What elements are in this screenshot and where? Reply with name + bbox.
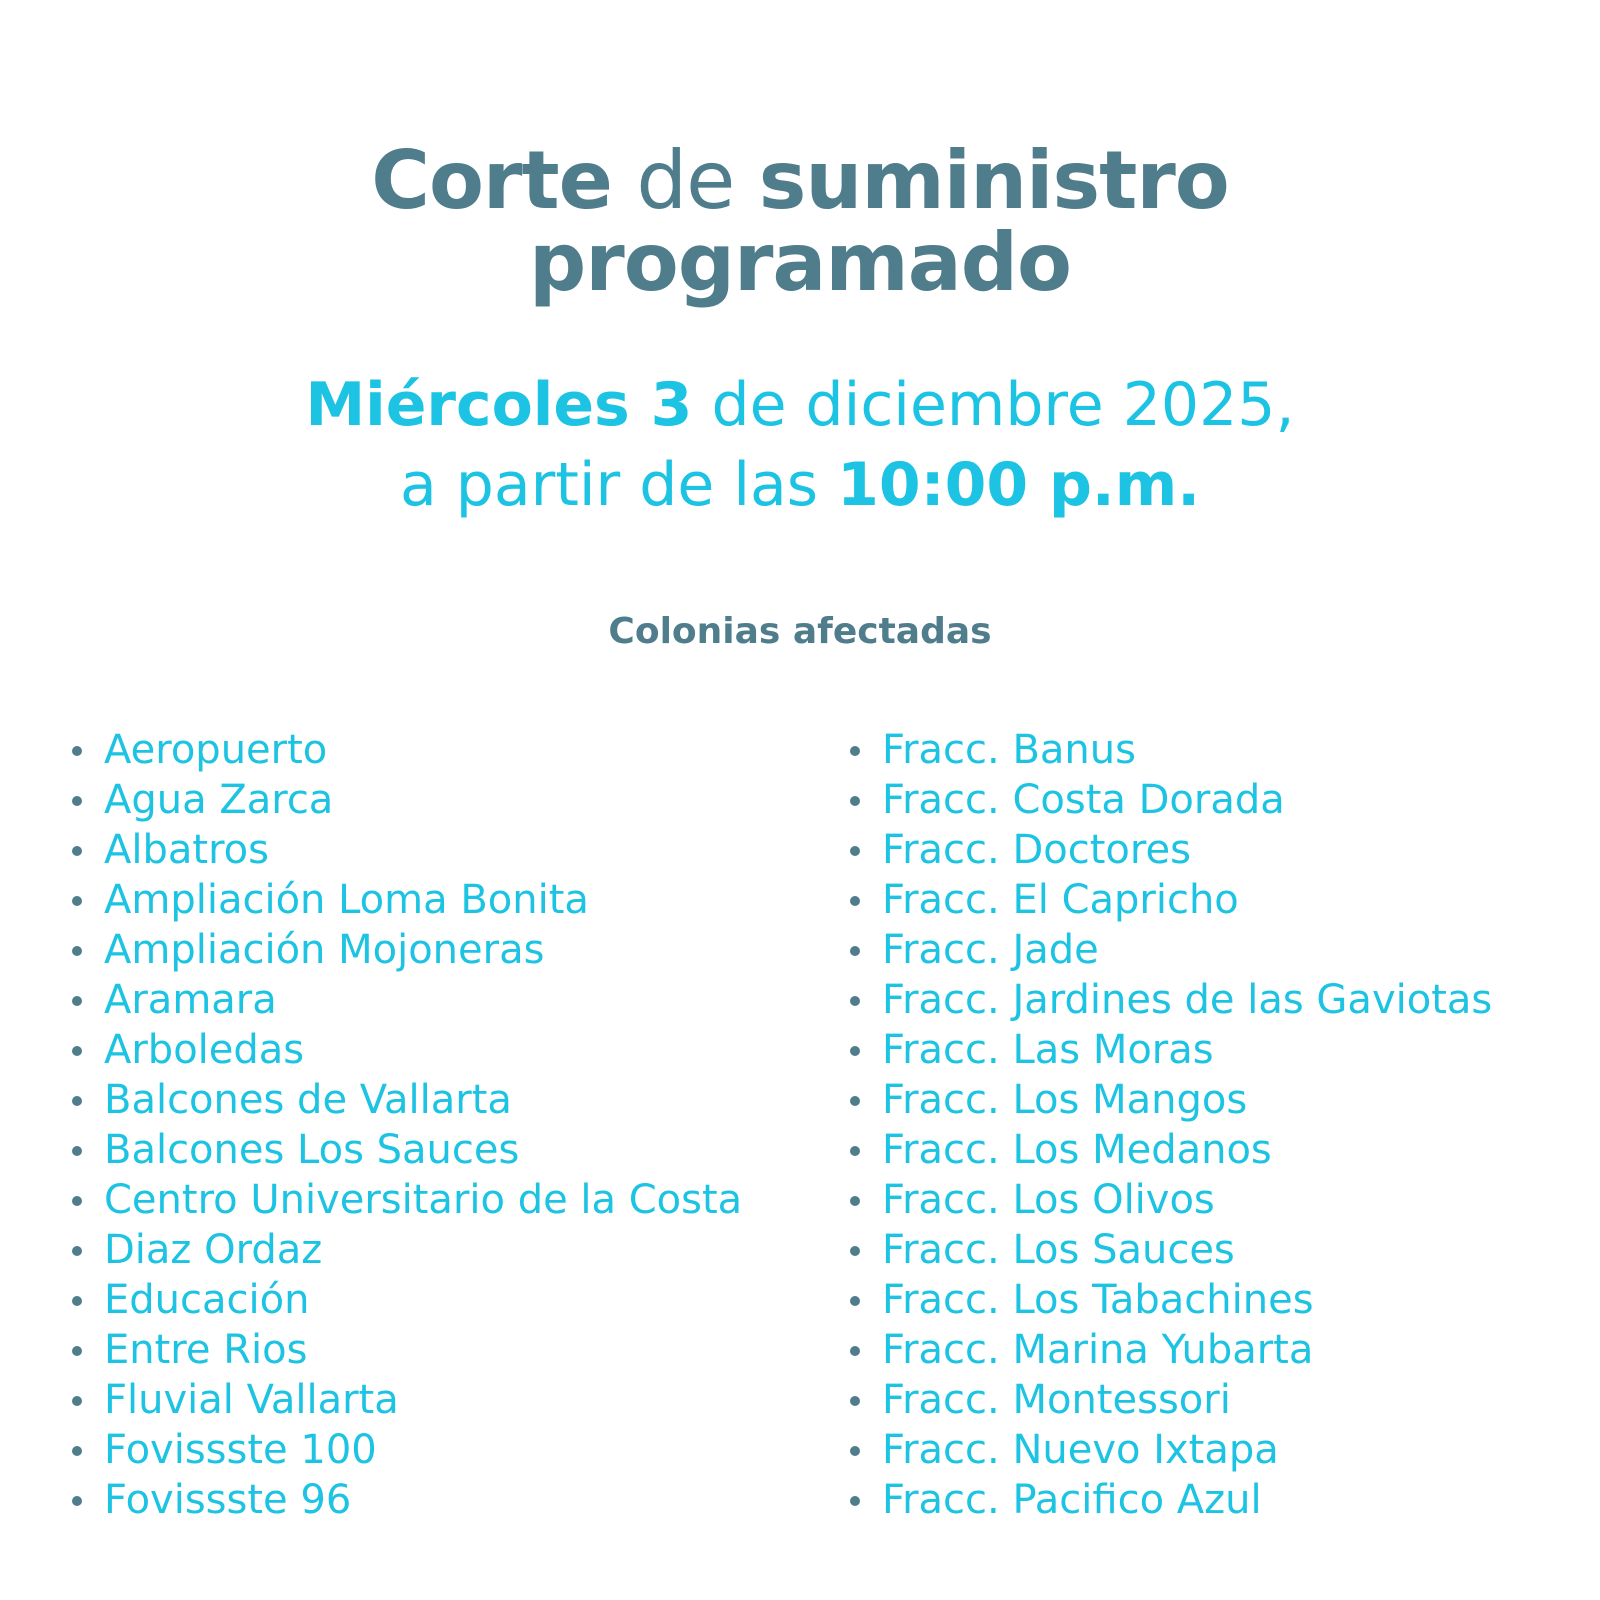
title-word-de: de	[636, 134, 735, 227]
colonias-list-right	[848, 725, 1588, 1525]
bullet-icon	[850, 1096, 860, 1106]
list-item	[70, 775, 810, 825]
list-item	[70, 1025, 810, 1075]
colonia-name: Centro Universitario de la Costa	[104, 1177, 743, 1223]
colonia-name: Fracc. Costa Dorada	[882, 777, 1285, 823]
colonia-name: Ampliación Mojoneras	[104, 927, 545, 973]
bullet-icon	[850, 1296, 860, 1306]
bullet-icon	[72, 1096, 82, 1106]
list-item	[848, 725, 1588, 775]
list-item	[848, 1325, 1588, 1375]
list-item	[70, 875, 810, 925]
bullet-icon	[72, 746, 82, 756]
date-line-1	[0, 365, 1600, 445]
list-item	[848, 1225, 1588, 1275]
bullet-icon	[72, 1396, 82, 1406]
colonia-name: Fracc. Los Mangos	[882, 1077, 1248, 1123]
colonia-name: Fracc. Jardines de las Gaviotas	[882, 977, 1493, 1023]
colonia-name: Agua Zarca	[104, 777, 334, 823]
list-item	[848, 1025, 1588, 1075]
bullet-icon	[72, 1196, 82, 1206]
date-month-year: de diciembre 2025,	[711, 370, 1295, 440]
bullet-icon	[850, 846, 860, 856]
date-line-2	[0, 445, 1600, 525]
bullet-icon	[72, 1496, 82, 1506]
list-item	[70, 925, 810, 975]
list-item	[848, 1475, 1588, 1525]
section-heading: Colonias afectadas	[608, 611, 992, 652]
list-item	[70, 1275, 810, 1325]
title-line-2: programado	[529, 216, 1071, 309]
bullet-icon	[850, 1346, 860, 1356]
colonia-name: Fracc. El Capricho	[882, 877, 1239, 923]
colonia-name: Fracc. Doctores	[882, 827, 1191, 873]
bullet-icon	[72, 946, 82, 956]
bullet-icon	[850, 796, 860, 806]
list-item	[848, 975, 1588, 1025]
schedule-date	[0, 365, 1600, 525]
list-item	[70, 1125, 810, 1175]
bullet-icon	[850, 896, 860, 906]
bullet-icon	[72, 796, 82, 806]
colonia-name: Fracc. Pacifico Azul	[882, 1477, 1262, 1523]
list-item	[848, 1075, 1588, 1125]
colonia-name: Ampliación Loma Bonita	[104, 877, 589, 923]
colonia-name: Albatros	[104, 827, 269, 873]
colonias-list-left	[70, 725, 810, 1525]
list-item	[848, 925, 1588, 975]
bullet-icon	[72, 1446, 82, 1456]
list-item	[70, 1425, 810, 1475]
list-item	[848, 775, 1588, 825]
colonia-name: Fracc. Las Moras	[882, 1027, 1214, 1073]
list-item	[848, 1125, 1588, 1175]
list-item	[70, 975, 810, 1025]
bullet-icon	[850, 746, 860, 756]
colonia-name: Fracc. Los Tabachines	[882, 1277, 1314, 1323]
bullet-icon	[850, 1446, 860, 1456]
colonia-name: Fracc. Los Olivos	[882, 1177, 1215, 1223]
colonia-name: Diaz Ordaz	[104, 1227, 323, 1273]
colonia-name: Educación	[104, 1277, 310, 1323]
title-line-1	[0, 134, 1600, 227]
bullet-icon	[72, 1346, 82, 1356]
time-prefix: a partir de las	[399, 450, 819, 520]
bullet-icon	[850, 1146, 860, 1156]
bullet-icon	[72, 1046, 82, 1056]
list-item	[70, 1225, 810, 1275]
bullet-icon	[850, 946, 860, 956]
bullet-icon	[850, 1246, 860, 1256]
colonia-name: Fracc. Banus	[882, 727, 1136, 773]
list-item	[70, 725, 810, 775]
colonia-name: Fracc. Jade	[882, 927, 1099, 973]
colonia-name: Arboledas	[104, 1027, 305, 1073]
title-word-corte: Corte	[371, 134, 612, 227]
bullet-icon	[72, 1296, 82, 1306]
colonia-name: Fracc. Marina Yubarta	[882, 1327, 1314, 1373]
list-item	[848, 825, 1588, 875]
colonia-name: Fovissste 100	[104, 1427, 377, 1473]
bullet-icon	[850, 1196, 860, 1206]
page-title	[0, 134, 1600, 309]
bullet-icon	[72, 896, 82, 906]
colonia-name: Balcones de Vallarta	[104, 1077, 512, 1123]
title-word-suministro: suministro	[758, 134, 1229, 227]
list-item	[70, 1375, 810, 1425]
list-item	[848, 875, 1588, 925]
bullet-icon	[850, 996, 860, 1006]
list-item	[70, 1325, 810, 1375]
list-item	[70, 1075, 810, 1125]
bullet-icon	[72, 1246, 82, 1256]
bullet-icon	[72, 846, 82, 856]
list-item	[70, 825, 810, 875]
bullet-icon	[72, 1146, 82, 1156]
colonia-name: Aramara	[104, 977, 277, 1023]
start-time: 10:00 p.m.	[837, 450, 1201, 520]
colonia-name: Fluvial Vallarta	[104, 1377, 399, 1423]
colonia-name: Aeropuerto	[104, 727, 328, 773]
colonia-name: Fracc. Los Sauces	[882, 1227, 1235, 1273]
bullet-icon	[72, 996, 82, 1006]
list-item	[70, 1475, 810, 1525]
colonia-name: Balcones Los Sauces	[104, 1127, 520, 1173]
date-day: Miércoles 3	[305, 370, 693, 440]
colonia-name: Entre Rios	[104, 1327, 308, 1373]
bullet-icon	[850, 1396, 860, 1406]
list-item	[70, 1175, 810, 1225]
list-item	[848, 1275, 1588, 1325]
list-item	[848, 1425, 1588, 1475]
list-item	[848, 1175, 1588, 1225]
colonia-name: Fracc. Los Medanos	[882, 1127, 1272, 1173]
bullet-icon	[850, 1046, 860, 1056]
bullet-icon	[850, 1496, 860, 1506]
list-item	[848, 1375, 1588, 1425]
colonia-name: Fracc. Nuevo Ixtapa	[882, 1427, 1279, 1473]
colonia-name: Fovissste 96	[104, 1477, 352, 1523]
colonia-name: Fracc. Montessori	[882, 1377, 1231, 1423]
